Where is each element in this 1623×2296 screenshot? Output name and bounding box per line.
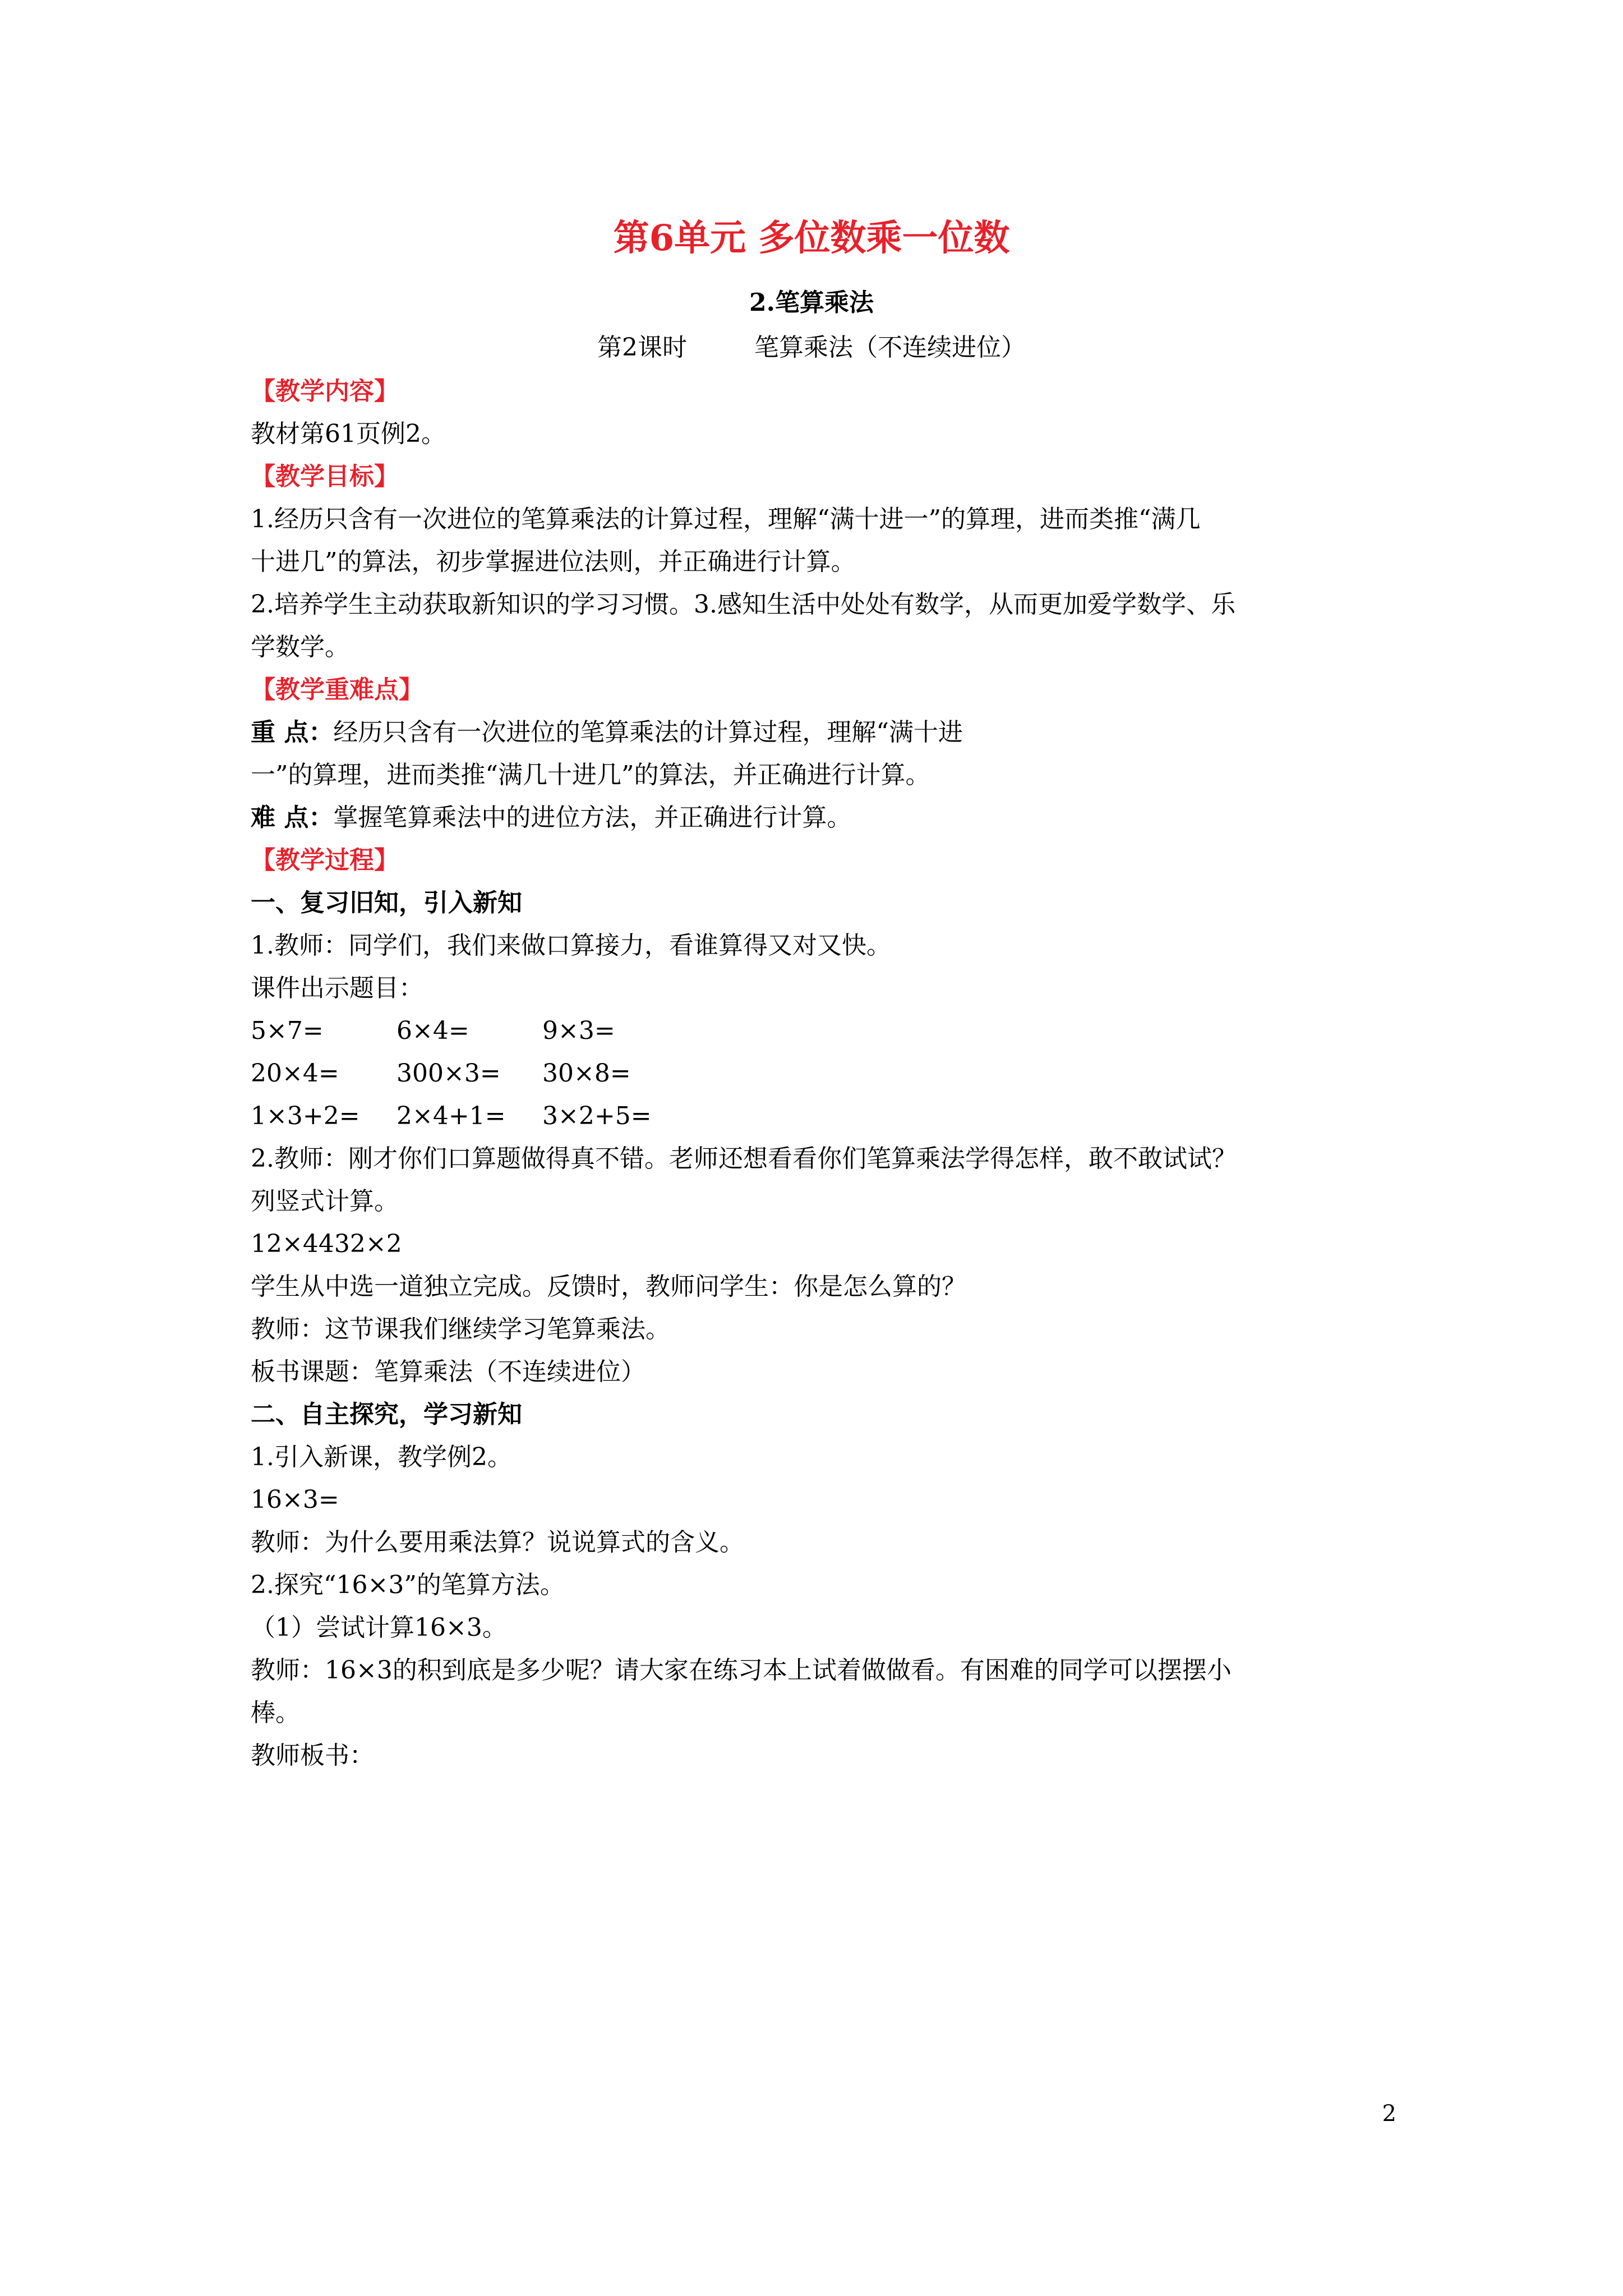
part-2-line-3: 教师：为什么要用乘法算？说说算式的含义。 — [251, 1528, 744, 1557]
difficult-point-label: 难 点： — [251, 803, 334, 832]
part-1-line-7: 教师：这节课我们继续学习笔算乘法。 — [251, 1315, 670, 1343]
calc-row-3 — [251, 1095, 1395, 1138]
part-1-line-2: 课件出示题目： — [251, 974, 423, 1002]
calc-item: 9×3= — [542, 1016, 615, 1045]
difficult-point-text: 掌握笔算乘法中的进位方法，并正确进行计算。 — [333, 803, 852, 832]
key-point-line-1 — [251, 711, 1395, 754]
part-1-heading: 一、复习旧知，引入新知 — [251, 889, 522, 917]
page-number: 2 — [1382, 2101, 1396, 2127]
difficult-point-line — [251, 797, 1395, 839]
part-2-heading: 二、自主探究，学习新知 — [251, 1400, 522, 1429]
part-2-line-6: 教师：16×3的积到底是多少呢？请大家在练习本上试着做做看。有困难的同学可以摆摆小 — [251, 1656, 1232, 1685]
calc-row-2 — [251, 1052, 1395, 1095]
goal-1-line-1: 1.经历只含有一次进位的笔算乘法的计算过程，理解“满十进一”的算理，进而类推“满几 — [251, 505, 1201, 533]
calc-item: 1×3+2= — [251, 1102, 360, 1130]
calc-item: 6×4= — [396, 1016, 469, 1045]
part-1-line-5: 12×4432×2 — [251, 1230, 402, 1258]
calc-item: 5×7= — [251, 1016, 324, 1045]
part-1-line-3: 2.教师：刚才你们口算题做得真不错。老师还想看看你们笔算乘法学得怎样，敢不敢试试？ — [251, 1144, 1237, 1173]
part-2-line-7: 棒。 — [251, 1699, 300, 1727]
section-heading-key-points: 【教学重难点】 — [251, 675, 423, 704]
part-2-line-8: 教师板书： — [251, 1741, 374, 1770]
key-point-line-2: 一”的算理，进而类推“满几十进几”的算法，并正确进行计算。 — [251, 761, 930, 789]
goal-1-line-2: 十进几”的算法，初步掌握进位法则，并正确进行计算。 — [251, 547, 856, 576]
part-1-line-8: 板书课题：笔算乘法（不连续进位） — [251, 1358, 645, 1386]
calc-item: 3×2+5= — [542, 1102, 652, 1130]
part-2-line-4: 2.探究“16×3”的笔算方法。 — [251, 1571, 565, 1599]
lesson-line — [0, 331, 1623, 365]
key-point-text: 经历只含有一次进位的笔算乘法的计算过程，理解“满十进 — [333, 718, 963, 747]
goal-2-line-2: 学数学。 — [251, 633, 349, 661]
calc-item: 300×3= — [396, 1059, 501, 1088]
calc-row-1 — [251, 1010, 1395, 1052]
lesson-period: 第2课时 — [597, 333, 687, 362]
lesson-topic: 笔算乘法（不连续进位） — [754, 333, 1026, 362]
calc-item: 20×4= — [251, 1059, 339, 1088]
part-1-line-4: 列竖式计算。 — [251, 1187, 399, 1216]
part-2-line-5: （1）尝试计算16×3。 — [251, 1613, 507, 1642]
goal-2-line-1: 2.培养学生主动获取新知识的学习习惯。3.感知生活中处处有数学，从而更加爱学数学、乐 — [251, 590, 1235, 619]
section-heading-content: 【教学内容】 — [251, 377, 399, 406]
key-point-label: 重 点： — [251, 718, 334, 747]
section-heading-goals: 【教学目标】 — [251, 462, 399, 491]
document-subtitle: 2.笔算乘法 — [749, 288, 874, 317]
content-text: 教材第61页例2。 — [251, 420, 446, 448]
document-body — [251, 370, 1395, 1777]
part-2-line-2: 16×3= — [251, 1485, 339, 1514]
calc-item: 2×4+1= — [396, 1102, 506, 1130]
section-heading-process: 【教学过程】 — [251, 846, 399, 875]
part-1-line-1: 1.教师：同学们，我们来做口算接力，看谁算得又对又快。 — [251, 931, 891, 960]
calc-item: 30×8= — [542, 1059, 631, 1088]
part-1-line-6: 学生从中选一道独立完成。反馈时，教师问学生：你是怎么算的？ — [251, 1272, 966, 1301]
part-2-line-1: 1.引入新课，教学例2。 — [251, 1443, 512, 1471]
document-title: 第6单元 多位数乘一位数 — [613, 217, 1010, 259]
